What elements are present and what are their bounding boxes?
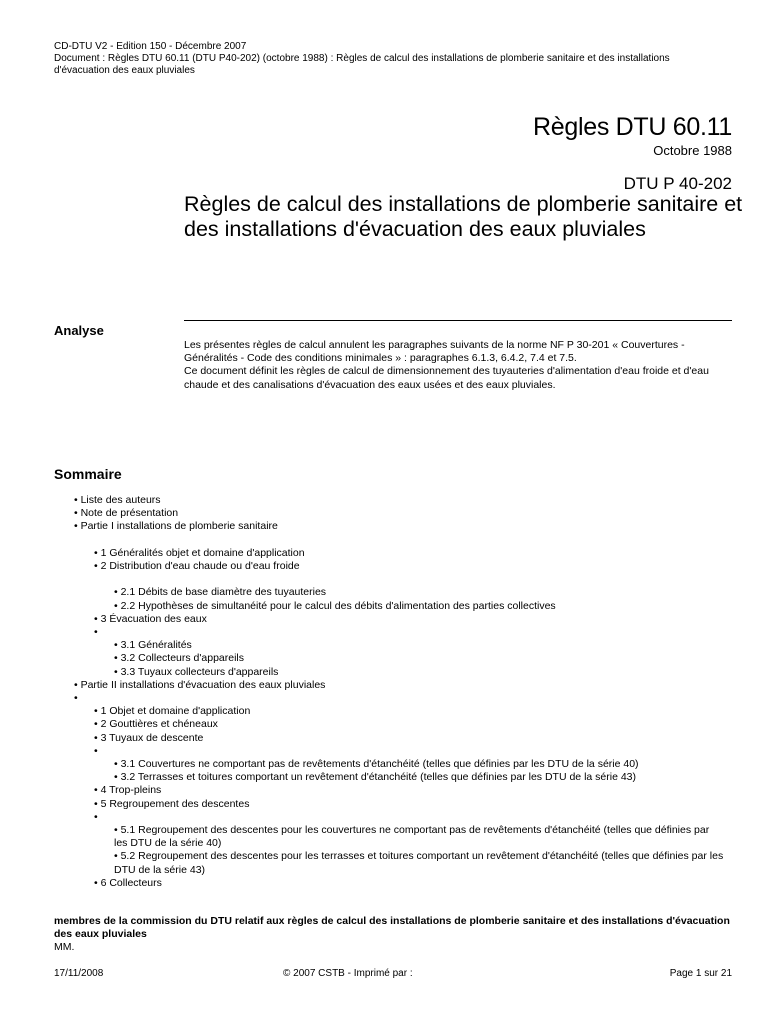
members-section xyxy=(54,915,734,955)
sommaire-heading: Sommaire xyxy=(54,466,122,482)
analyse-heading: Analyse xyxy=(54,323,104,338)
toc-item[interactable]: • Partie I installations de plomberie sanitaire xyxy=(74,520,278,533)
toc-item[interactable]: • 5.2 Regroupement des descentes pour les terrasses et toitures comportant un revêtement d'étanchéité (telles que définies par les DTU de la série 43) xyxy=(114,850,727,876)
toc-item[interactable]: • 3.2 Collecteurs d'appareils xyxy=(114,652,244,665)
footer-date: 17/11/2008 xyxy=(54,968,104,979)
analyse-paragraph-2: Ce document définit les règles de calcul de dimensionnement des tuyauteries d'alimentation d'eau froide et d'eau chaude et des canalisations d'évacuation des eaux usées et des eaux pluviales. xyxy=(184,365,709,391)
toc-item[interactable]: • Note de présentation xyxy=(74,507,179,520)
header-line-2: Document : Règles DTU 60.11 (DTU P40-202) (octobre 1988) : Règles de calcul des installations de plomberie sanitaire et des installations xyxy=(54,53,670,64)
toc-item[interactable]: • 5 Regroupement des descentes xyxy=(94,797,250,810)
toc-item[interactable]: • 6 Collecteurs xyxy=(94,876,162,889)
toc-item[interactable]: • 3.1 Couvertures ne comportant pas de revêtements d'étanchéité (telles que définies par les DTU de la série 40) xyxy=(114,758,639,771)
toc-item: • xyxy=(94,626,98,638)
members-heading: membres de la commission du DTU relatif aux règles de calcul des installations de plomberie sanitaire et des installations d'évacuation des eaux pluviales xyxy=(54,915,730,941)
title-block xyxy=(533,112,732,158)
header-line-1: CD-DTU V2 - Edition 150 - Décembre 2007 xyxy=(54,41,247,52)
toc-item[interactable]: • 3 Évacuation des eaux xyxy=(94,612,207,625)
toc-item[interactable]: • 3.1 Généralités xyxy=(114,639,192,652)
toc-item[interactable]: • 1 Objet et domaine d'application xyxy=(94,705,251,718)
analyse-paragraph-1: Les présentes règles de calcul annulent les paragraphes suivants de la norme NF P 30-201 « Couvertures - Généralités - Code des conditions minimales » : paragraphes 6.1.3, 6.4.2, 7.4 et 7.5. xyxy=(184,339,685,365)
table-of-contents xyxy=(0,494,768,890)
toc-item: • xyxy=(94,810,98,823)
section-divider xyxy=(184,320,732,321)
document-heading: Règles de calcul des installations de plomberie sanitaire et des installations d'évacuation des eaux pluviales xyxy=(184,192,743,241)
toc-item: • xyxy=(94,744,98,757)
toc-item[interactable]: • Liste des auteurs xyxy=(74,494,161,506)
toc-item[interactable]: • 3.3 Tuyaux collecteurs d'appareils xyxy=(114,665,279,678)
toc-spacer xyxy=(0,573,768,586)
footer-page-number: Page 1 sur 21 xyxy=(669,968,732,979)
toc-item[interactable]: • 5.1 Regroupement des descentes pour les couvertures ne comportant pas de revêtements d'étanchéité (telles que définies par les DTU de la série 40) xyxy=(114,824,713,850)
toc-item[interactable]: • 1 Généralités objet et domaine d'application xyxy=(94,546,305,559)
document-title: Règles DTU 60.11 xyxy=(533,113,732,141)
toc-spacer xyxy=(0,534,768,547)
toc-item[interactable]: • 2 Distribution d'eau chaude ou d'eau froide xyxy=(94,560,300,572)
toc-item[interactable]: • 2 Gouttières et chéneaux xyxy=(94,718,218,731)
document-header xyxy=(54,41,734,77)
dtu-code: DTU P 40-202 xyxy=(623,174,732,193)
toc-item[interactable]: • 4 Trop-pleins xyxy=(94,784,162,797)
toc-item: • xyxy=(74,692,78,705)
footer-copyright: © 2007 CSTB - Imprimé par : xyxy=(283,968,413,979)
analyse-body xyxy=(184,339,739,392)
toc-item[interactable]: • Partie II installations d'évacuation des eaux pluviales xyxy=(74,678,326,691)
header-line-3: d'évacuation des eaux pluviales xyxy=(54,65,195,76)
toc-item[interactable]: • 2.2 Hypothèses de simultanéité pour le calcul des débits d'alimentation des parties collectives xyxy=(114,599,556,612)
toc-item[interactable]: • 2.1 Débits de base diamètre des tuyauteries xyxy=(114,586,327,599)
members-text: MM. xyxy=(54,941,75,954)
toc-item[interactable]: • 3.2 Terrasses et toitures comportant un revêtement d'étanchéité (telles que définies par les DTU de la série 43) xyxy=(114,771,637,784)
toc-item[interactable]: • 3 Tuyaux de descente xyxy=(94,731,204,744)
document-date: Octobre 1988 xyxy=(653,143,732,158)
